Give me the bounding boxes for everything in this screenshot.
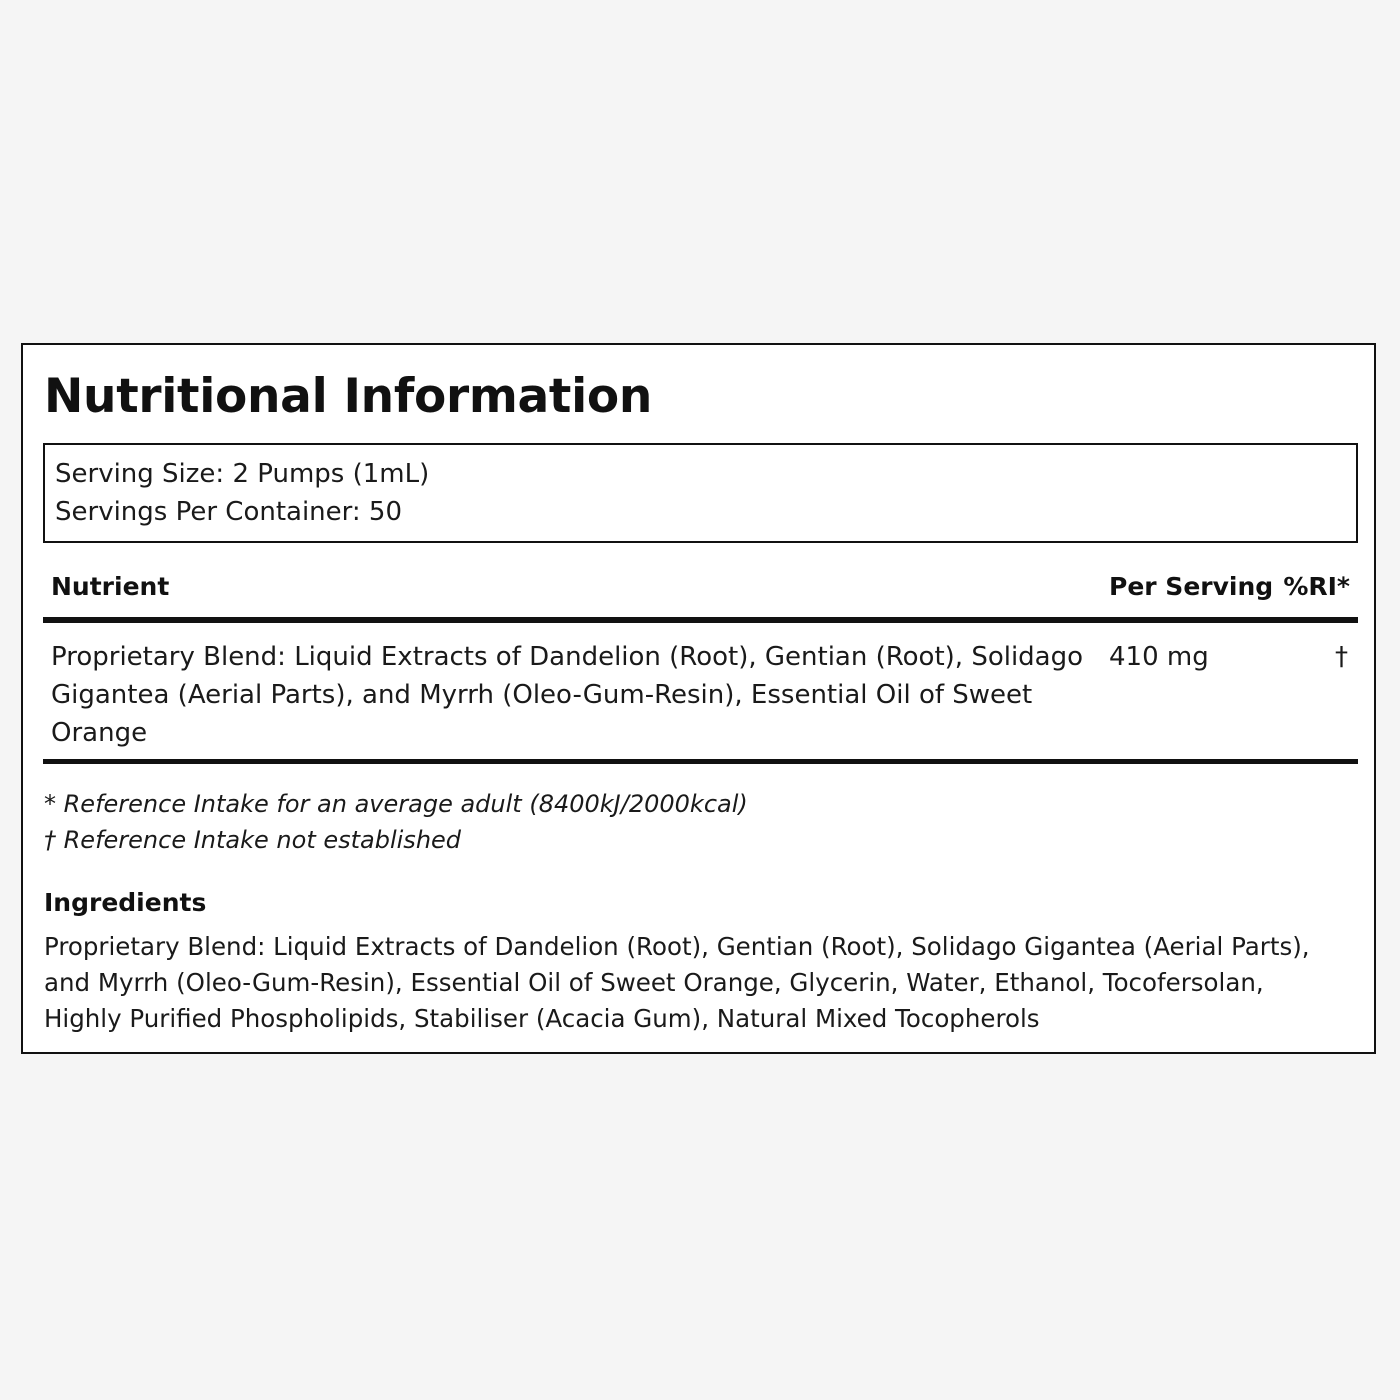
nutrition-panel	[21, 343, 1376, 1054]
ingredients-list: Proprietary Blend: Liquid Extracts of Dandelion (Root), Gentian (Root), Solidago Gigantea (Aerial Parts), and Myrrh (Oleo-Gum-Resin), Essential Oil of Sweet Orange, Glycerin, Water, Ethanol, Tocofersolan, Highly Purified Phospholipids, Stabiliser (Acacia Gum), Natural Mixed Tocopherols	[44, 932, 1310, 1033]
nutrient-ri: †	[1335, 642, 1348, 672]
column-header-nutrient: Nutrient	[51, 572, 170, 601]
table-header	[43, 567, 1358, 623]
column-header-ri: %RI*	[1283, 572, 1350, 601]
table-row	[43, 625, 1358, 764]
serving-size: Serving Size: 2 Pumps (1mL)	[55, 459, 430, 489]
ingredients-heading: Ingredients	[44, 888, 207, 917]
footnote-reference-intake: * Reference Intake for an average adult (8400kJ/2000kcal)	[44, 790, 748, 818]
footnote-not-established: † Reference Intake not established	[44, 826, 462, 854]
servings-per-container: Servings Per Container: 50	[55, 497, 403, 527]
nutrient-per-serving: 410 mg	[1109, 642, 1209, 672]
nutrient-name: Proprietary Blend: Liquid Extracts of Dandelion (Root), Gentian (Root), Solidago Gigantea (Aerial Parts), and Myrrh (Oleo-Gum-Resin), Essential Oil of Sweet Orange	[51, 642, 1084, 748]
column-header-per-serving: Per Serving	[1109, 572, 1274, 601]
serving-info-box	[43, 443, 1358, 543]
page-title: Nutritional Information	[44, 369, 653, 424]
footnotes	[44, 786, 748, 858]
